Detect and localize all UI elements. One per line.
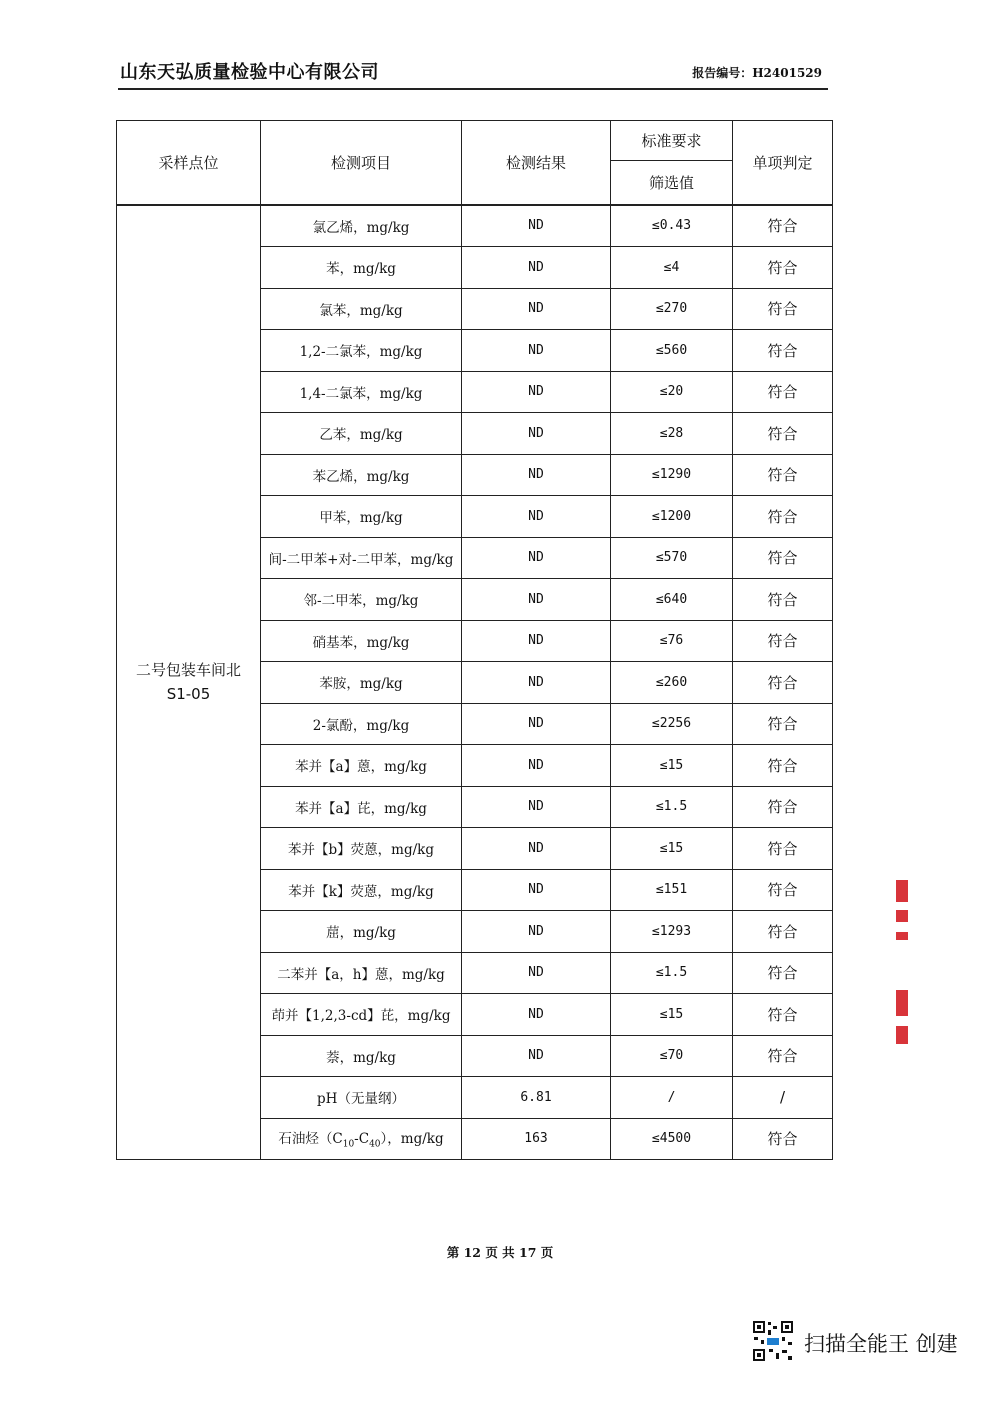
test-item: 䓛，mg/kg	[261, 911, 462, 953]
test-item: 苯并【b】荧蒽，mg/kg	[261, 828, 462, 870]
header-item: 检测项目	[261, 121, 462, 205]
test-result: ND	[462, 620, 611, 662]
test-result: ND	[462, 454, 611, 496]
verdict: 符合	[733, 745, 833, 787]
screening-value: ≤0.43	[611, 205, 733, 247]
verdict: 符合	[733, 413, 833, 455]
test-item: 苯，mg/kg	[261, 247, 462, 289]
verdict: 符合	[733, 330, 833, 372]
screening-value: ≤1200	[611, 496, 733, 538]
scanner-watermark	[752, 1320, 982, 1364]
test-result: ND	[462, 413, 611, 455]
verdict: 符合	[733, 1035, 833, 1077]
screening-value: /	[611, 1077, 733, 1119]
verdict: 符合	[733, 952, 833, 994]
verdict: 符合	[733, 662, 833, 704]
sampling-site	[117, 205, 261, 1160]
screening-value: ≤70	[611, 1035, 733, 1077]
verdict: 符合	[733, 620, 833, 662]
test-item	[261, 1118, 462, 1160]
test-result: ND	[462, 994, 611, 1036]
test-item-part: 10	[342, 1140, 355, 1151]
test-item-part: ），mg/kg	[380, 1131, 444, 1148]
verdict: 符合	[733, 994, 833, 1036]
verdict: 符合	[733, 537, 833, 579]
test-result: 163	[462, 1118, 611, 1160]
verdict: 符合	[733, 1118, 833, 1160]
test-result: ND	[462, 786, 611, 828]
test-result: 6.81	[462, 1077, 611, 1119]
verdict: /	[733, 1077, 833, 1119]
watermark-text: 扫描全能王 创建	[804, 1332, 958, 1356]
test-item: 乙苯，mg/kg	[261, 413, 462, 455]
screening-value: ≤570	[611, 537, 733, 579]
test-item: 苯胺，mg/kg	[261, 662, 462, 704]
verdict: 符合	[733, 247, 833, 289]
test-result: ND	[462, 330, 611, 372]
screening-value: ≤640	[611, 579, 733, 621]
test-result: ND	[462, 247, 611, 289]
screening-value: ≤28	[611, 413, 733, 455]
test-result: ND	[462, 662, 611, 704]
test-result: ND	[462, 496, 611, 538]
test-result: ND	[462, 371, 611, 413]
screening-value: ≤1293	[611, 911, 733, 953]
test-item: 甲苯，mg/kg	[261, 496, 462, 538]
screening-value: ≤560	[611, 330, 733, 372]
verdict: 符合	[733, 371, 833, 413]
test-item-part: 石油烃（C	[278, 1131, 343, 1148]
test-item: 2-氯酚，mg/kg	[261, 703, 462, 745]
header-screening: 筛选值	[611, 161, 733, 205]
screening-value: ≤2256	[611, 703, 733, 745]
verdict: 符合	[733, 703, 833, 745]
stamp-edge	[896, 880, 910, 1050]
verdict: 符合	[733, 205, 833, 247]
screening-value: ≤1.5	[611, 952, 733, 994]
site-code: S1-05	[166, 685, 211, 704]
test-item: 间-二甲苯+对-二甲苯，mg/kg	[261, 537, 462, 579]
screening-value: ≤15	[611, 745, 733, 787]
verdict: 符合	[733, 288, 833, 330]
qr-code-icon	[752, 1320, 794, 1362]
table-body	[117, 205, 833, 1160]
verdict: 符合	[733, 828, 833, 870]
report-number	[692, 64, 822, 81]
screening-value: ≤15	[611, 828, 733, 870]
test-result: ND	[462, 205, 611, 247]
verdict: 符合	[733, 496, 833, 538]
test-item: 茚并【1,2,3-cd】芘，mg/kg	[261, 994, 462, 1036]
test-result: ND	[462, 579, 611, 621]
header-verdict: 单项判定	[733, 121, 833, 205]
screening-value: ≤270	[611, 288, 733, 330]
screening-value: ≤1.5	[611, 786, 733, 828]
test-item-part: 40	[369, 1140, 381, 1151]
test-item: 苯并【a】蒽，mg/kg	[261, 745, 462, 787]
header-standard: 标准要求	[611, 121, 733, 161]
test-result: ND	[462, 869, 611, 911]
test-result: ND	[462, 911, 611, 953]
test-item: 苯并【k】荧蒽，mg/kg	[261, 869, 462, 911]
test-item: 硝基苯，mg/kg	[261, 620, 462, 662]
test-result: ND	[462, 703, 611, 745]
screening-value: ≤76	[611, 620, 733, 662]
results-table	[116, 120, 833, 1160]
test-item: 苯并【a】芘，mg/kg	[261, 786, 462, 828]
test-item: 氯苯，mg/kg	[261, 288, 462, 330]
test-item: 苯乙烯，mg/kg	[261, 454, 462, 496]
test-item: 氯乙烯，mg/kg	[261, 205, 462, 247]
test-result: ND	[462, 745, 611, 787]
verdict: 符合	[733, 454, 833, 496]
site-name: 二号包装车间北	[135, 661, 241, 680]
test-item: 二苯并【a，h】蒽，mg/kg	[261, 952, 462, 994]
verdict: 符合	[733, 579, 833, 621]
test-item: pH（无量纲）	[261, 1077, 462, 1119]
screening-value: ≤20	[611, 371, 733, 413]
test-item: 1,4-二氯苯，mg/kg	[261, 371, 462, 413]
page-number: 第 12 页 共 17 页	[446, 1245, 554, 1260]
screening-value: ≤15	[611, 994, 733, 1036]
verdict: 符合	[733, 869, 833, 911]
screening-value: ≤1290	[611, 454, 733, 496]
test-item: 萘，mg/kg	[261, 1035, 462, 1077]
test-result: ND	[462, 828, 611, 870]
test-item: 邻-二甲苯，mg/kg	[261, 579, 462, 621]
verdict: 符合	[733, 911, 833, 953]
screening-value: ≤151	[611, 869, 733, 911]
test-item: 1,2-二氯苯，mg/kg	[261, 330, 462, 372]
report-number-label: 报告编号：	[692, 66, 753, 80]
header-result: 检测结果	[462, 121, 611, 205]
test-item-part: -C	[354, 1131, 370, 1148]
test-result: ND	[462, 288, 611, 330]
company-name: 山东天弘质量检验中心有限公司	[120, 62, 379, 83]
test-result: ND	[462, 952, 611, 994]
header-site: 采样点位	[117, 121, 261, 205]
verdict: 符合	[733, 786, 833, 828]
test-result: ND	[462, 537, 611, 579]
screening-value: ≤4500	[611, 1118, 733, 1160]
report-number-value: H2401529	[752, 66, 822, 80]
report-header	[118, 58, 828, 90]
screening-value: ≤4	[611, 247, 733, 289]
test-result: ND	[462, 1035, 611, 1077]
table-row	[117, 205, 833, 247]
screening-value: ≤260	[611, 662, 733, 704]
